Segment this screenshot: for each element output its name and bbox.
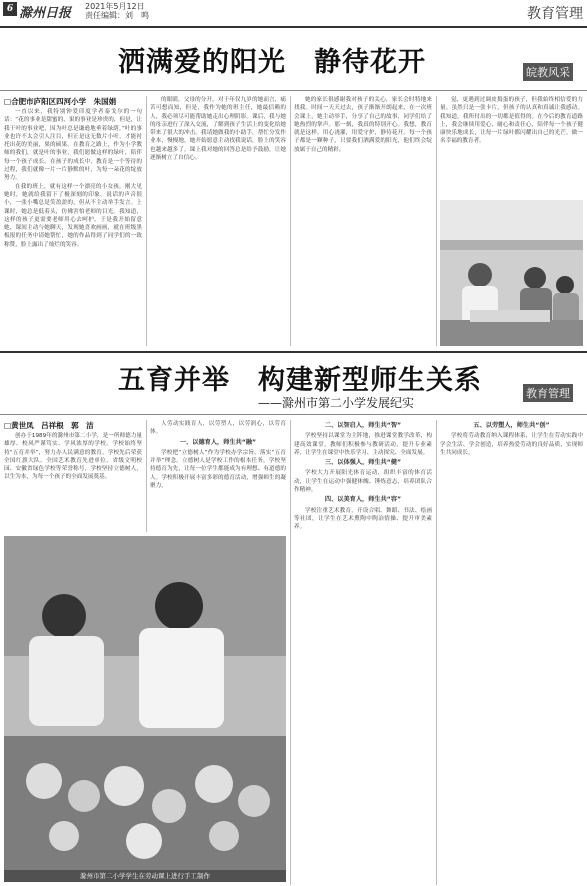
column-separator [290, 420, 291, 885]
issue-date: 2021年5月12日 [85, 2, 145, 11]
column-separator [146, 96, 147, 346]
article1-top-rule [0, 90, 587, 91]
column-separator [290, 96, 291, 346]
article1-column-4 [440, 96, 583, 196]
article2-subsection-heading: 五、以劳塑人，师生共“创” [473, 422, 550, 429]
page-number-badge: 6 [3, 2, 17, 16]
article2-photo [4, 536, 286, 882]
article2-column-2 [150, 420, 286, 532]
column-separator [436, 420, 437, 885]
article1-paragraph: 在我的班上，就有这样一个漂亮的小女孩。刚大见她时，她就给我留下了极深刻的印象。说话的声音很小，一张小嘴总是笑盈盈的，但从不主动举手发言。上课时，她总是低着头，仿佛害怕老师的目光。我知道，这样的孩子更需要老师用心去呵护。于是我开始留意她，课间主动与她聊天，发现她喜欢画画，就在班级黑板报的任务中请她帮忙，她的作品得到了同学们的一致称赞，脸上露出了灿烂的笑容。 [4, 183, 142, 248]
article2-top-rule [0, 414, 587, 415]
editor-credit: 责任编辑：刘 鸣 [85, 11, 149, 20]
article2-byline: □黄世凤 吕祥根 郭 洁 [4, 421, 94, 430]
article1-paragraph: 觉，更遇到过调皮捣蛋的孩子，但我始终相信爱的力量。虽然只是一张卡片，但孩子的认真和真诚让我感动。我知道，我所付出的一切都是值得的。在今后的教育道路上，我会继续用爱心、耐心和责任心，陪伴每一个孩子健康快乐地成长，让每一片绿叶都闪耀出自己的光芒，做一名幸福的教育者。 [440, 97, 583, 145]
article1-column-1 [4, 108, 142, 344]
article2-headline: 五育并举 构建新型师生关系 [118, 365, 482, 396]
article2-paragraph: 学校把“立德树人”作为学校办学宗旨，落实“五育并举”理念。立德树人是学校工作的根本任务，学校坚持德育为先，让每一位学生都能成为有理想、有道德的人。学校积极开展丰富多彩的德育活动，增强师生的凝聚力。 [150, 449, 286, 490]
article2-column-3 [294, 420, 432, 882]
article2-column-4 [440, 420, 583, 882]
article2-paragraph: 创办于1989年的滁州市第二小学，是一所师德力量雄厚、校风严谨笃实、学风浓厚的学校。学校始终坚持“五育并举”，努力办人民满意的教育。学校先后荣获全国红旗大队、全国艺术教育先进单位、省级文明校园、安徽省绿色学校等荣誉称号，学校坚持立德树人，以生为本，为每一个孩子的全面发展奠基。 [4, 433, 142, 481]
article2-photo-caption: 滁州市第二小学学生在劳动课上进行手工制作 [4, 870, 286, 882]
article1-column-2 [150, 96, 286, 344]
logo-text: 滁州日报 [19, 6, 72, 21]
article1-byline: □合肥市庐阳区四河小学 朱国娟 [4, 97, 117, 106]
article2-paragraph: 学校注重艺术教育，开设合唱、舞蹈、书法、绘画等社团，让学生在艺术熏陶中陶冶情操、提升审美素养。 [294, 507, 432, 531]
article-separator-rule [0, 351, 587, 353]
article2-paragraph: 人劳动实践育人，以劳塑人，以劳润心，以劳育体。 [150, 421, 286, 436]
article2-tag: 教育管理 [523, 384, 573, 402]
article2-subsection-heading: 三、以体强人，师生共“健” [324, 459, 402, 467]
article2-subheadline: ——滁州市第二小学发展纪实 [258, 396, 415, 410]
article2-paragraph: 学校将劳动教育纳入课程体系，让学生在劳动实践中学会生活、学会创造，培养热爱劳动的良好品质，实现师生共同成长。 [440, 433, 583, 456]
article2-subsection-heading: 四、以美育人，师生共“容” [324, 496, 402, 504]
article2-column-1 [4, 432, 142, 530]
article1-photo [440, 200, 583, 346]
article2-subsection-heading: 二、以智启人，师生共“智” [324, 422, 402, 429]
article1-paragraph: 一直以来，我特别钟爱印度学者泰戈尔的一句话：“花的事业是甜蜜的，果的事业是珍贵的，但是，让我干叶的事业吧，因为叶总是谦逊地垂着绿荫。”叶的事业也许不太会引人注目，但正是这无数片小叶，才能衬托出花的美丽，果的硕果。在教育之路上，作为小学教师的我们，就是叶的事业，我们愿做这样的绿叶，陪伴每一个孩子成长。在孩子的成长中，教育是一个等待的过程，我们就像一片一片静默的叶，为每一朵花的绽放努力。 [4, 109, 142, 182]
issue-date-block [85, 2, 149, 20]
article2-paragraph: 学校坚持以课堂为主阵地，推进课堂教学改革，构建高效课堂。教师们积极参与教研活动，提升专业素养，让学生在课堂中快乐学习、主动探究、全面发展。 [294, 433, 432, 456]
article1-tag: 皖教风采 [523, 63, 573, 81]
column-separator [146, 420, 147, 532]
article1-paragraph: 她的家长很感谢我对孩子的关心，家长会时特地来找我。时间一天天过去，孩子渐渐开朗起来，在一次班会课上，她主动举手，分享了自己的故事，同学们给了她热烈的掌声。那一刻，我真的特别开心。我想，教育就是这样，用心浇灌，用爱守护，静待花开。每一个孩子都是一颗种子，只要我们洒满爱的阳光，他们终会绽放属于自己的精彩。 [294, 97, 432, 153]
article2-subsection-heading: 一、以德育人，师生共“融” [179, 438, 257, 446]
article1-paragraph: 的眼睛，父母的分开，对于年仅九岁的她而言，痛苦可想而知，但是，我作为她的班主任，她最信赖的人，我必须尽可能帮助她走出心理阴影。课后，我与她的母亲进行了深入交流，了解到孩子生活上的变化给她带来了很大的冲击。我请她做我的小助手，帮忙分发作业本，慢慢地，她开始愿意主动找我说话，脸上的笑容也越来越多了。课上我对她的回答总是给予鼓励，让她逐渐树立了自信心。 [150, 97, 286, 162]
newspaper-logo [3, 2, 79, 20]
column-separator [436, 96, 437, 346]
article1-headline: 洒满爱的阳光 静待花开 [118, 47, 426, 78]
article2-paragraph: 学校大力开展阳光体育运动，组织丰富的体育活动，让学生在运动中强健体魄、锤炼意志，培养团队合作精神。 [294, 470, 432, 494]
section-title: 教育管理 [527, 6, 583, 22]
article1-column-3 [294, 96, 432, 344]
